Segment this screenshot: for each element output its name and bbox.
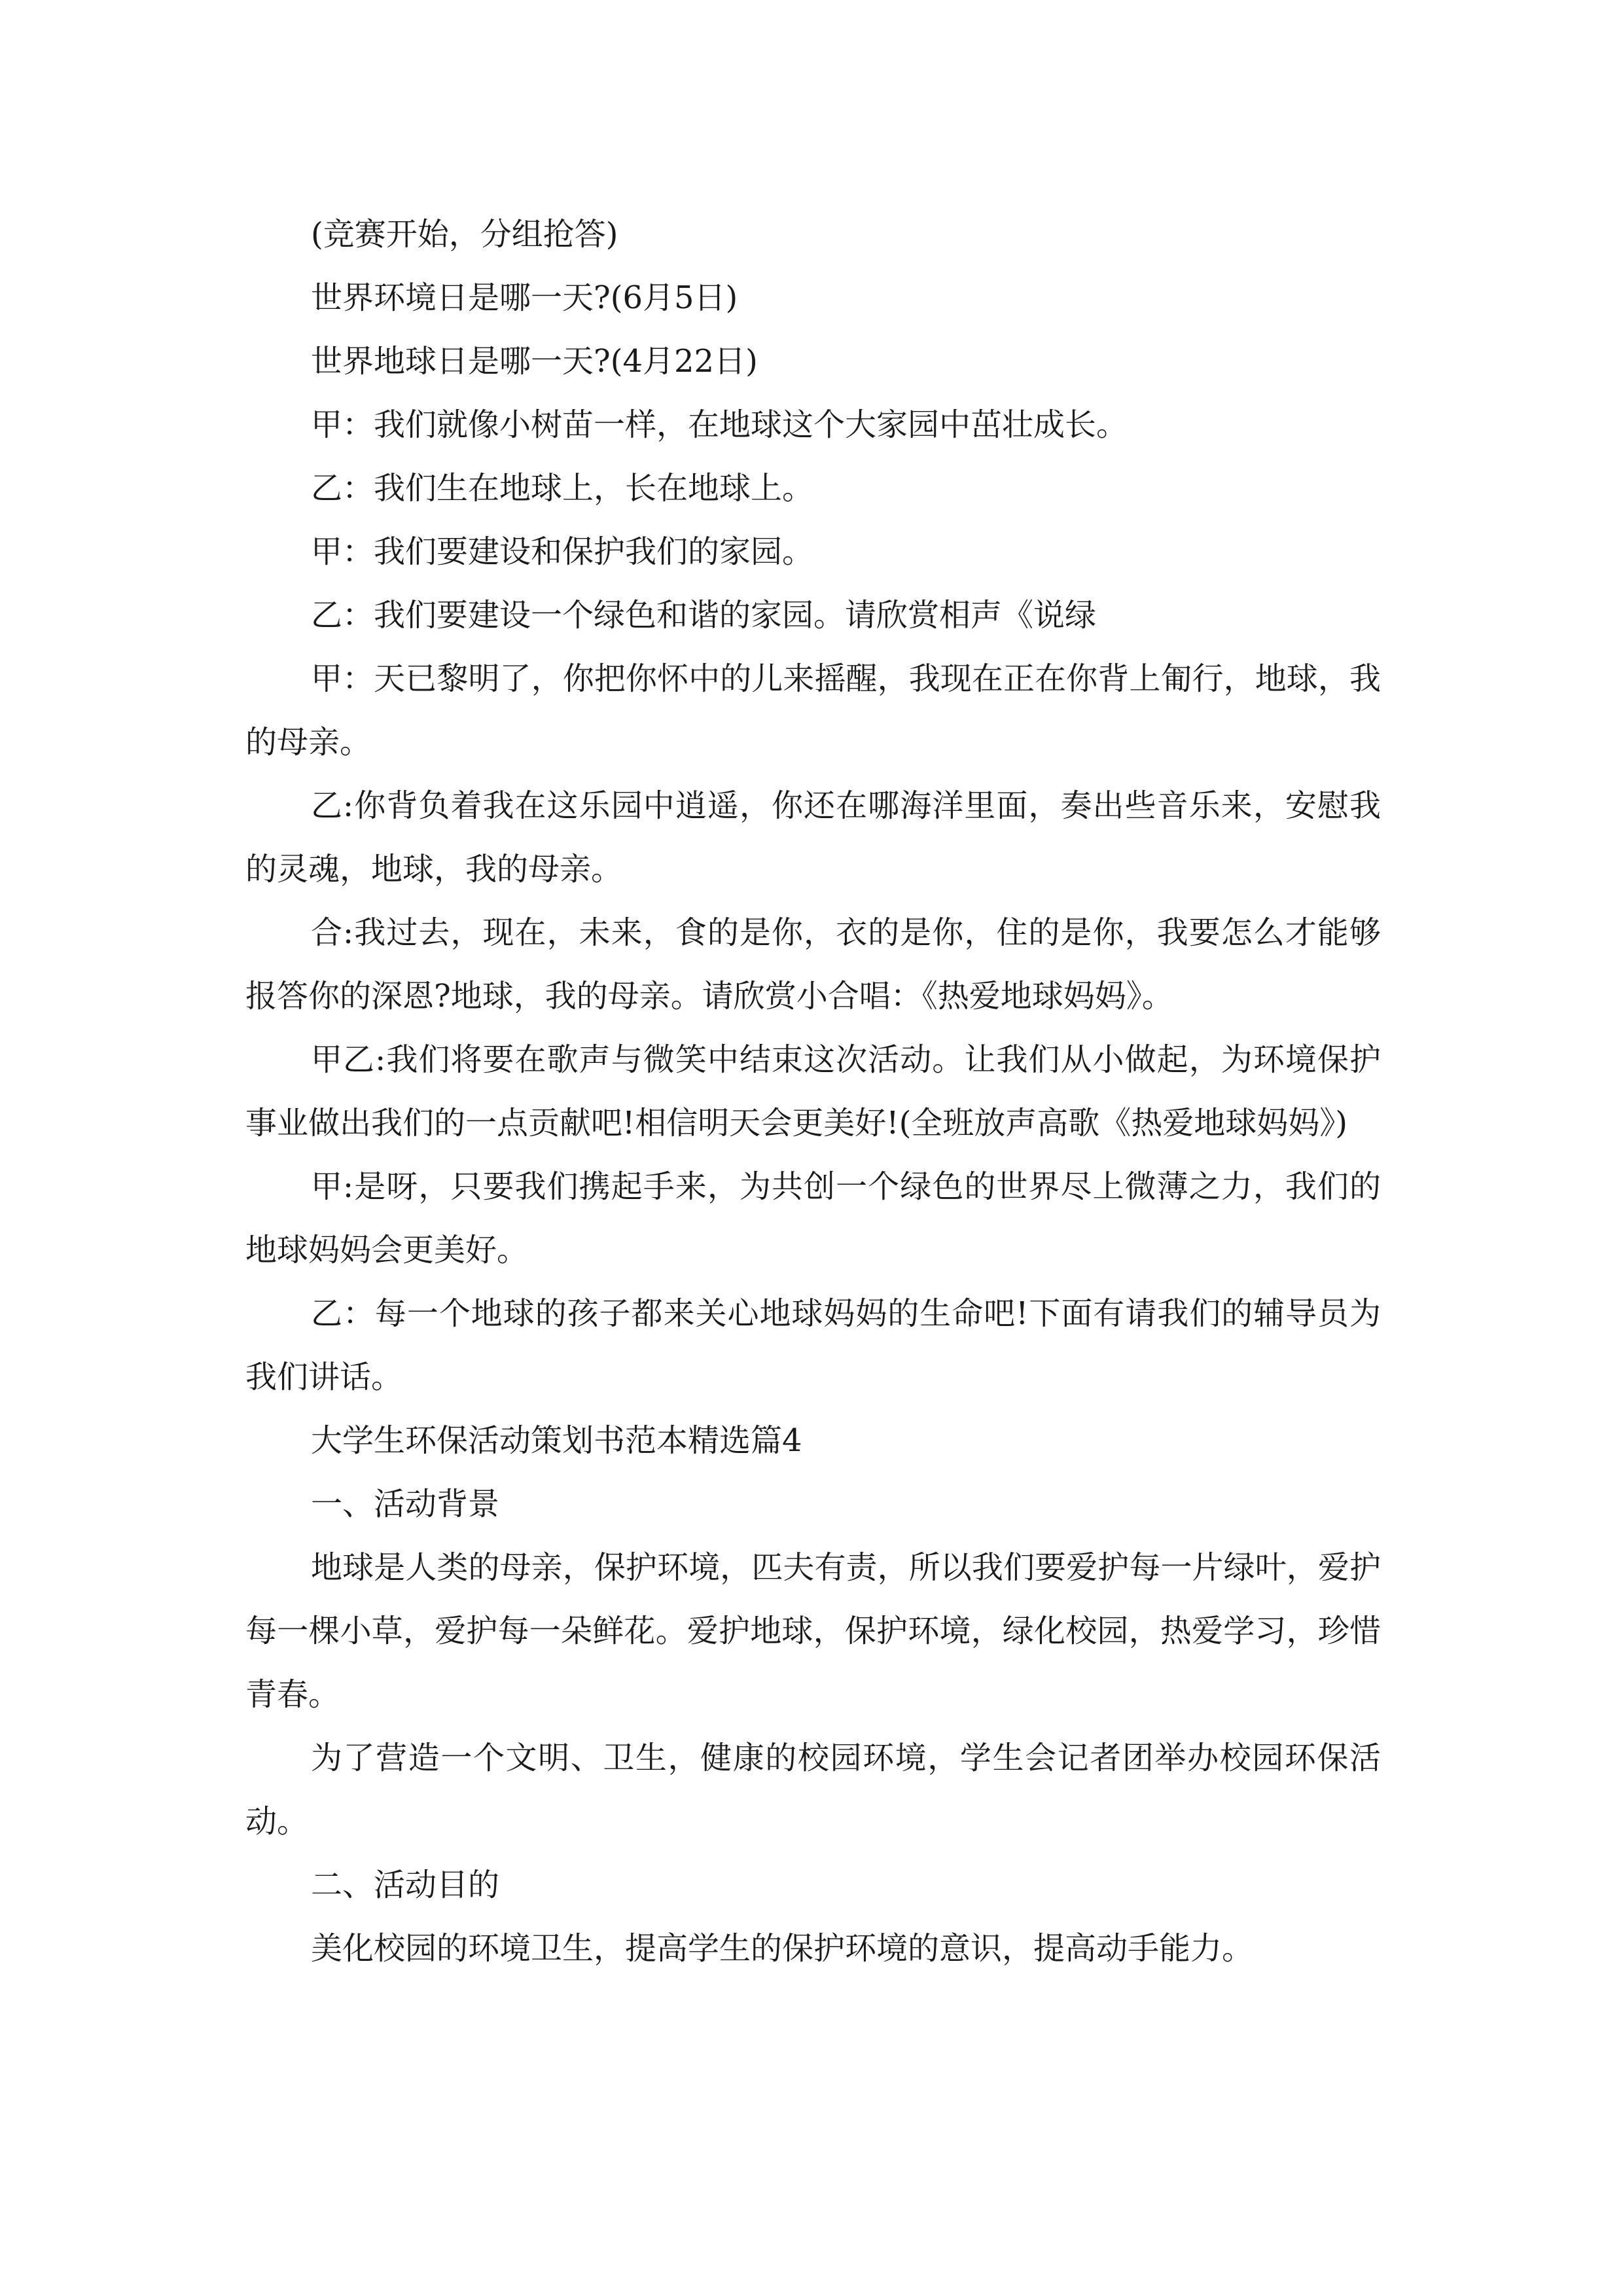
paragraph-dialogue: 乙：每一个地球的孩子都来关心地球妈妈的生命吧!下面有请我们的辅导员为我们讲话。 [245, 1295, 1381, 1395]
paragraph-dialogue: 甲乙:我们将要在歌声与微笑中结束这次活动。让我们从小做起，为环境保护事业做出我们的一点贡献吧!相信明天会更美好!(全班放声高歌《热爱地球妈妈》) [245, 1041, 1381, 1141]
paragraph-dialogue: 乙：我们要建设一个绿色和谐的家园。请欣赏相声《说绿 [311, 597, 1097, 634]
paragraph-quiz-start: (竞赛开始，分组抢答) [311, 216, 618, 253]
paragraph-background: 为了营造一个文明、卫生，健康的校园环境，学生会记者团举办校园环保活动。 [245, 1740, 1381, 1840]
paragraph-dialogue: 乙:你背负着我在这乐园中逍遥，你还在哪海洋里面，奏出些音乐来，安慰我的灵魂，地球，我的母亲。 [245, 787, 1381, 888]
section-title: 大学生环保活动策划书范本精选篇4 [311, 1422, 802, 1459]
section-heading-background: 一、活动背景 [311, 1486, 500, 1522]
paragraph-environment-day-question: 世界环境日是哪一天?(6月5日) [311, 279, 738, 316]
paragraph-dialogue: 乙：我们生在地球上，长在地球上。 [311, 470, 814, 507]
paragraph-purpose: 美化校园的环境卫生，提高学生的保护环境的意识，提高动手能力。 [311, 1930, 1254, 1967]
paragraph-dialogue: 甲：我们要建设和保护我们的家园。 [311, 533, 814, 570]
paragraph-dialogue: 甲：我们就像小树苗一样，在地球这个大家园中茁壮成长。 [311, 406, 1128, 443]
paragraph-dialogue: 合:我过去，现在，未来，食的是你，衣的是你，住的是你，我要怎么才能够报答你的深恩?地球，我的母亲。请欣赏小合唱：《热爱地球妈妈》。 [245, 914, 1381, 1014]
document-body [245, 203, 1381, 1981]
section-heading-purpose: 二、活动目的 [311, 1867, 500, 1903]
paragraph-background: 地球是人类的母亲，保护环境，匹夫有责，所以我们要爱护每一片绿叶，爱护每一棵小草，爱护每一朵鲜花。爱护地球，保护环境，绿化校园，热爱学习，珍惜青春。 [245, 1549, 1381, 1713]
paragraph-dialogue: 甲:是呀，只要我们携起手来，为共创一个绿色的世界尽上微薄之力，我们的地球妈妈会更美好。 [245, 1168, 1381, 1268]
paragraph-earth-day-question: 世界地球日是哪一天?(4月22日) [311, 343, 758, 380]
paragraph-dialogue: 甲：天已黎明了，你把你怀中的儿来摇醒，我现在正在你背上匍行，地球，我的母亲。 [245, 660, 1381, 761]
